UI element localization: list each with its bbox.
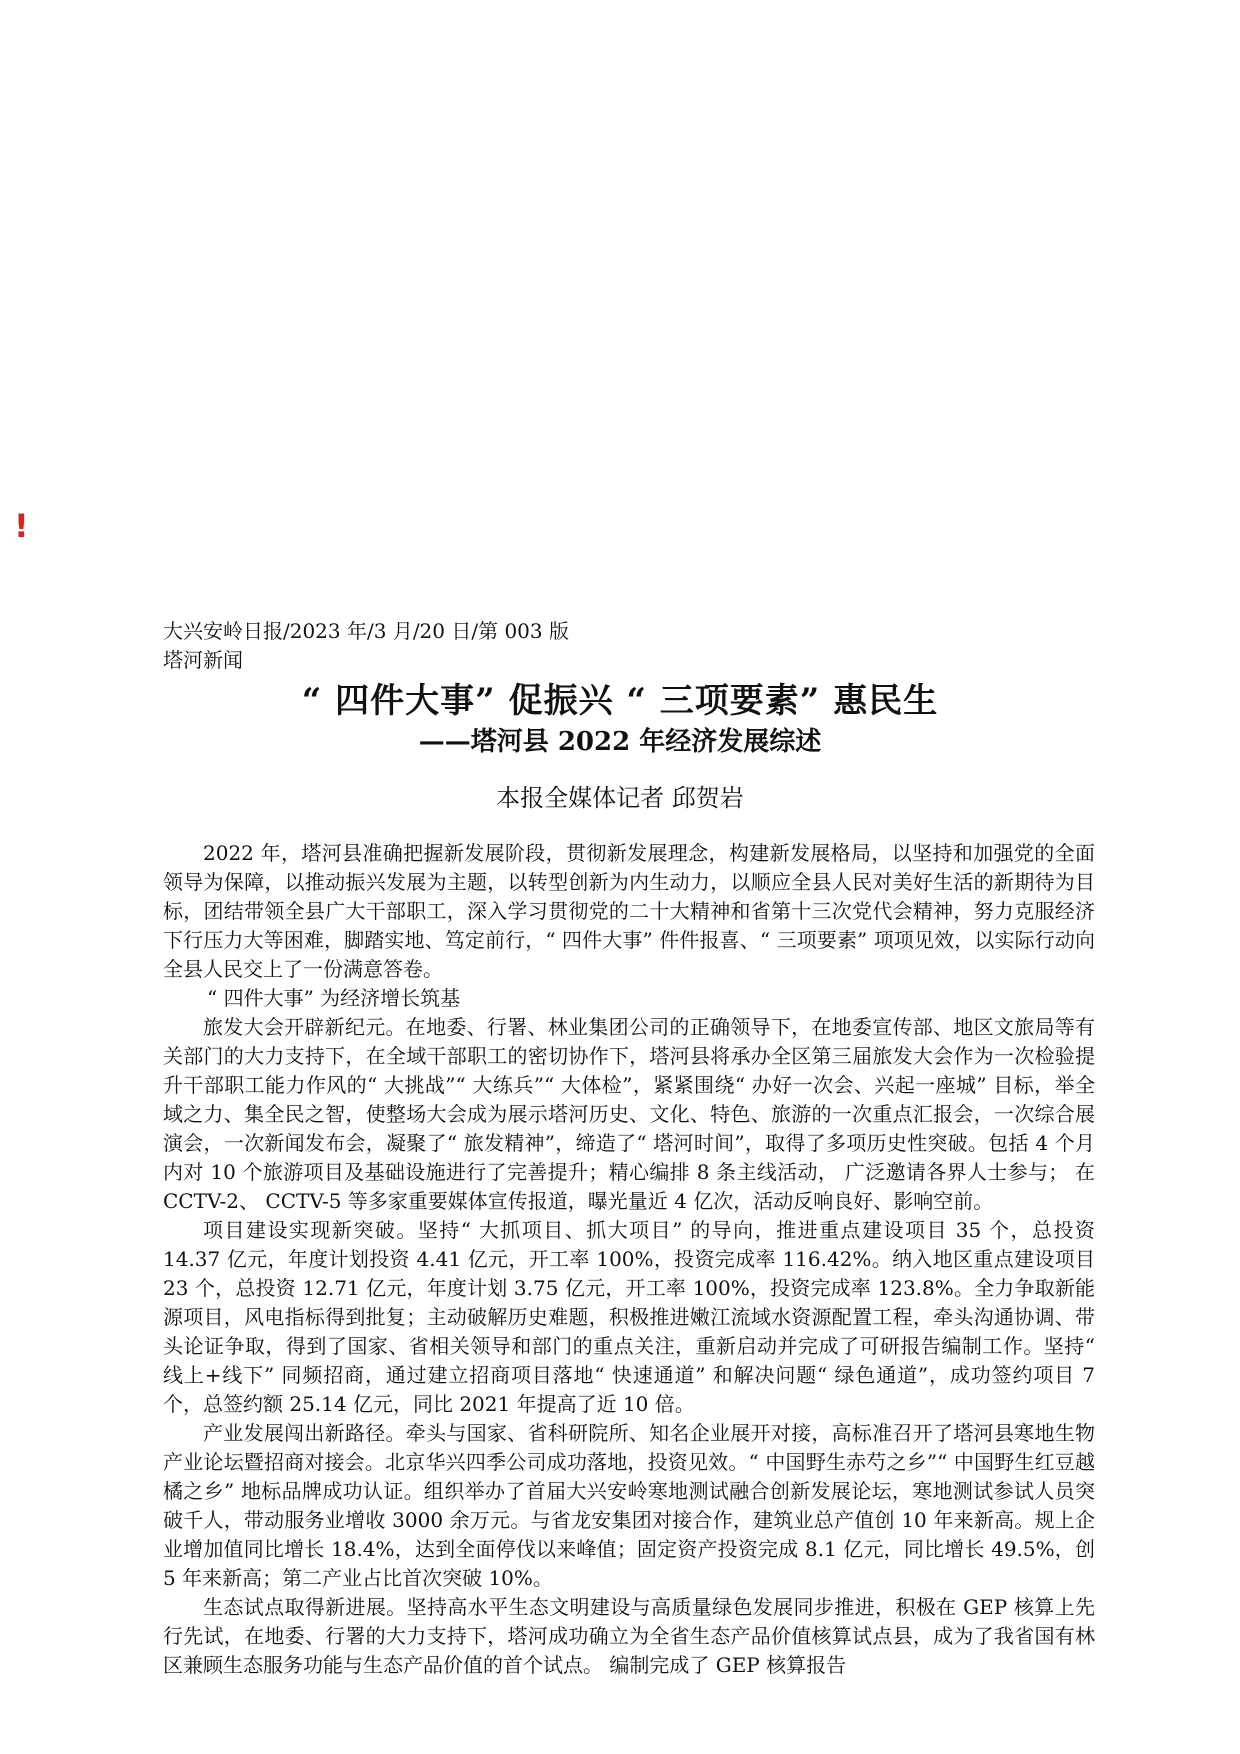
- source-line: 大兴安岭日报/2023 年/3 月/20 日/第 003 版塔河新闻: [163, 619, 569, 672]
- paragraph-projects: 项目建设实现新突破。坚持“ 大抓项目、抓大项目” 的导向，推进重点建设项目 35 个，总投资 14.37 亿元，年度计划投资 4.41 亿元，开工率 100%，投资完成率 116.42%。纳入地区重点建设项目 23 个，总投资 12.71 亿元，年度计划 3.75 亿元，开工率 100%，投资完成率 123.8%。全力争取新能源项目，风电指标得到批复；主动破解历史难题，积极推进嫩江流域水资源配置工程，牵头沟通协调、带头论证争取，得到了国家、省相关领导和部门的重点关注，重新启动并完成了可研报告编制工作。坚持“ 线上+线下” 同频招商，通过建立招商项目落地“ 快速通道” 和解决问题“ 绿色通道”，成功签约项目 7 个，总签约额 25.14 亿元，同比 2021 年提高了近 10 倍。: [163, 1218, 1095, 1416]
- article-subtitle: ——塔河县 2022 年经济发展综述: [418, 727, 822, 757]
- section-heading: “ 四件大事” 为经济增长筑基: [207, 986, 461, 1010]
- headline: [0, 680, 1240, 760]
- paragraph-ecology: 生态试点取得新进展。坚持高水平生态文明建设与高质量绿色发展同步推进，积极在 GEP 核算上先行先试，在地委、行署的大力支持下，塔河成功确立为全省生态产品价值核算试点县，成为了我省国有林区兼顾生态服务功能与生态产品价值的首个试点。 编制完成了 GEP 核算报告: [163, 1595, 1095, 1677]
- paragraph-tourism: 旅发大会开辟新纪元。在地委、行署、林业集团公司的正确领导下，在地委宣传部、地区文旅局等有关部门的大力支持下，在全域干部职工的密切协作下，塔河县将承办全区第三届旅发大会作为一次检验提升干部职工能力作风的“ 大挑战”“ 大练兵”“ 大体检”，紧紧围绕“ 办好一次会、兴起一座城” 目标，举全域之力、集全民之智，使整场大会成为展示塔河历史、文化、特色、旅游的一次重点汇报会，一次综合展演会，一次新闻发布会，凝聚了“ 旅发精神”，缔造了“ 塔河时间”，取得了多项历史性突破。包括 4 个月内对 10 个旅游项目及基础设施进行了完善提升；精心编排 8 条主线活动， 广泛邀请各界人士参与； 在 CCTV-2、 CCTV-5 等多家重要媒体宣传报道，曝光量近 4 亿次，活动反响良好、影响空前。: [163, 1015, 1095, 1213]
- byline: 本报全媒体记者 邱贺岩: [496, 784, 744, 812]
- article-body: [163, 839, 1095, 1680]
- red-exclamation-mark: !: [14, 507, 29, 545]
- paragraph-intro: 2022 年，塔河县准确把握新发展阶段，贯彻新发展理念，构建新发展格局，以坚持和加强党的全面领导为保障，以推动振兴发展为主题，以转型创新为内生动力，以顺应全县人民对美好生活的新期待为目标，团结带领全县广大干部职工，深入学习贯彻党的二十大精神和省第十三次党代会精神，努力克服经济下行压力大等困难，脚踏实地、笃定前行，“ 四件大事” 件件报喜、“ 三项要素” 项项见效，以实际行动向全县人民交上了一份满意答卷。: [163, 841, 1095, 981]
- paragraph-industry: 产业发展闯出新路径。牵头与国家、省科研院所、知名企业展开对接，高标准召开了塔河县寒地生物产业论坛暨招商对接会。北京华兴四季公司成功落地，投资见效。“ 中国野生赤芍之乡”“ 中国野生红豆越橘之乡” 地标品牌成功认证。组织举办了首届大兴安岭寒地测试融合创新发展论坛，寒地测试参试人员突破千人，带动服务业增收 3000 余万元。与省龙安集团对接合作，建筑业总产值创 10 年来新高。规上企业增加值同比增长 18.4%，达到全面停伐以来峰值；固定资产投资完成 8.1 亿元，同比增长 49.5%，创 5 年来新高；第二产业占比首次突破 10%。: [163, 1421, 1095, 1590]
- article-title: “ 四件大事” 促振兴 “ 三项要素” 惠民生: [301, 681, 939, 721]
